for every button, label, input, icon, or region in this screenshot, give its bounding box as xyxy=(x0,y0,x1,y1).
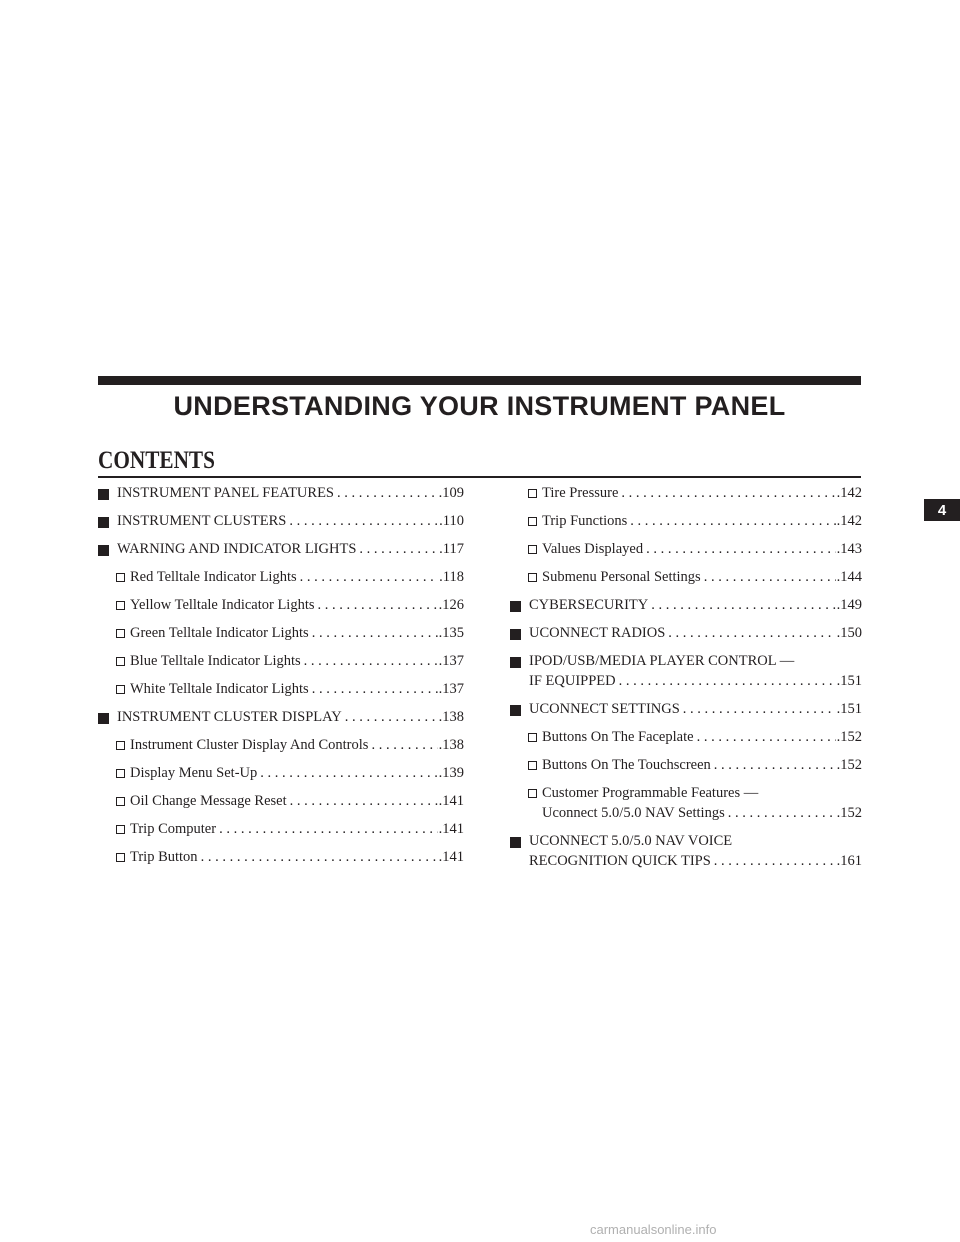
hollow-square-bullet-icon xyxy=(528,761,537,770)
hollow-square-bullet-icon xyxy=(116,825,125,834)
toc-page-number: .137 xyxy=(438,681,464,697)
dot-leader xyxy=(668,623,835,643)
toc-entry[interactable] xyxy=(510,755,862,775)
toc-entry-title: Uconnect 5.0/5.0 NAV Settings xyxy=(542,805,725,821)
contents-rule xyxy=(98,476,861,478)
toc-page-number: .151 xyxy=(836,673,862,689)
toc-entry[interactable] xyxy=(98,791,464,811)
toc-entry-title: INSTRUMENT CLUSTERS xyxy=(117,513,287,529)
toc-page-number: .118 xyxy=(439,569,464,585)
toc-page-number: .152 xyxy=(836,757,862,773)
filled-square-bullet-icon xyxy=(510,657,521,668)
toc-entry-title: Red Telltale Indicator Lights xyxy=(130,569,297,585)
toc-page-number: .151 xyxy=(836,701,862,717)
dot-leader xyxy=(337,483,438,503)
hollow-square-bullet-icon xyxy=(116,853,125,862)
toc-entry-title: Green Telltale Indicator Lights xyxy=(130,625,309,641)
dot-leader xyxy=(219,819,438,839)
toc-page-number: .109 xyxy=(438,485,464,501)
toc-entry[interactable] xyxy=(98,567,464,587)
toc-entry-title: WARNING AND INDICATOR LIGHTS xyxy=(117,541,357,557)
toc-entry-title: Customer Programmable Features — xyxy=(542,785,759,801)
toc-entry-title: UCONNECT RADIOS xyxy=(529,625,666,641)
toc-entry[interactable] xyxy=(510,623,862,643)
toc-page-number: .138 xyxy=(438,737,464,753)
dot-leader xyxy=(260,763,437,783)
chapter-tab[interactable]: 4 xyxy=(924,499,960,521)
toc-entry-title: Buttons On The Faceplate xyxy=(542,729,694,745)
toc-page-number: .135 xyxy=(438,625,464,641)
hollow-square-bullet-icon xyxy=(116,657,125,666)
toc-page-number: .117 xyxy=(439,541,464,557)
toc-entry-title: INSTRUMENT PANEL FEATURES xyxy=(117,485,334,501)
toc-entry[interactable] xyxy=(98,847,464,867)
toc-entry[interactable] xyxy=(98,651,464,671)
toc-entry[interactable] xyxy=(98,511,464,531)
toc-page-number: .141 xyxy=(438,793,464,809)
dot-leader xyxy=(289,511,438,531)
toc-page-number: .142 xyxy=(836,513,862,529)
toc-entry[interactable] xyxy=(98,623,464,643)
toc-entry[interactable] xyxy=(510,567,862,587)
toc-entry-title: Display Menu Set-Up xyxy=(130,765,258,781)
dot-leader xyxy=(619,671,836,691)
toc-entry[interactable] xyxy=(98,483,464,503)
toc-entry-title: Trip Functions xyxy=(542,513,628,529)
hollow-square-bullet-icon xyxy=(528,489,537,498)
dot-leader xyxy=(728,803,836,823)
dot-leader xyxy=(651,595,835,615)
toc-entry[interactable] xyxy=(98,819,464,839)
toc-entry[interactable] xyxy=(510,831,862,871)
toc-page-number: .126 xyxy=(438,597,464,613)
toc-entry[interactable] xyxy=(98,539,464,559)
toc-page-number: .139 xyxy=(438,765,464,781)
toc-entry-title: Buttons On The Touchscreen xyxy=(542,757,711,773)
toc-page-number: .142 xyxy=(836,485,862,501)
filled-square-bullet-icon xyxy=(98,517,109,528)
toc-entry-title: RECOGNITION QUICK TIPS xyxy=(529,853,711,869)
toc-entry-title: IPOD/USB/MEDIA PLAYER CONTROL — xyxy=(529,653,795,669)
toc-page-number: .149 xyxy=(836,597,862,613)
toc-entry[interactable] xyxy=(510,699,862,719)
filled-square-bullet-icon xyxy=(98,489,109,500)
dot-leader xyxy=(359,539,438,559)
hollow-square-bullet-icon xyxy=(116,741,125,750)
toc-entry-title: Yellow Telltale Indicator Lights xyxy=(130,597,315,613)
dot-leader xyxy=(300,567,439,587)
hollow-square-bullet-icon xyxy=(116,573,125,582)
dot-leader xyxy=(345,707,438,727)
dot-leader xyxy=(646,539,836,559)
dot-leader xyxy=(371,735,437,755)
hollow-square-bullet-icon xyxy=(116,685,125,694)
dot-leader xyxy=(714,755,836,775)
toc-page-number: .144 xyxy=(836,569,862,585)
toc-page-number: .152 xyxy=(836,729,862,745)
contents-heading: CONTENTS xyxy=(98,447,215,474)
toc-page-number: .137 xyxy=(438,653,464,669)
toc-entry[interactable] xyxy=(510,651,862,691)
dot-leader xyxy=(312,679,438,699)
toc-entry[interactable] xyxy=(510,483,862,503)
toc-entry-title: White Telltale Indicator Lights xyxy=(130,681,309,697)
dot-leader xyxy=(697,727,836,747)
dot-leader xyxy=(304,651,438,671)
filled-square-bullet-icon xyxy=(98,713,109,724)
toc-right-column xyxy=(510,483,862,879)
hollow-square-bullet-icon xyxy=(528,789,537,798)
toc-entry[interactable] xyxy=(98,707,464,727)
toc-entry[interactable] xyxy=(510,539,862,559)
toc-entry-title: UCONNECT SETTINGS xyxy=(529,701,680,717)
filled-square-bullet-icon xyxy=(510,837,521,848)
toc-entry[interactable] xyxy=(510,595,862,615)
dot-leader xyxy=(714,851,836,871)
toc-entry-title: Trip Button xyxy=(130,849,198,865)
hollow-square-bullet-icon xyxy=(528,545,537,554)
filled-square-bullet-icon xyxy=(510,629,521,640)
toc-entry[interactable] xyxy=(98,763,464,783)
toc-entry[interactable] xyxy=(510,783,862,823)
dot-leader xyxy=(704,567,836,587)
hollow-square-bullet-icon xyxy=(116,769,125,778)
dot-leader xyxy=(630,511,835,531)
toc-entry[interactable] xyxy=(98,595,464,615)
toc-entry-title: Blue Telltale Indicator Lights xyxy=(130,653,301,669)
filled-square-bullet-icon xyxy=(98,545,109,556)
toc-entry[interactable] xyxy=(510,511,862,531)
toc-page-number: .150 xyxy=(836,625,862,641)
hollow-square-bullet-icon xyxy=(116,797,125,806)
hollow-square-bullet-icon xyxy=(528,733,537,742)
toc-entry[interactable] xyxy=(98,679,464,699)
toc-entry-title: Values Displayed xyxy=(542,541,644,557)
dot-leader xyxy=(290,791,438,811)
filled-square-bullet-icon xyxy=(510,601,521,612)
hollow-square-bullet-icon xyxy=(116,601,125,610)
toc-entry-title: Tire Pressure xyxy=(542,485,619,501)
watermark: carmanualsonline.info xyxy=(590,1222,717,1237)
chapter-title: UNDERSTANDING YOUR INSTRUMENT PANEL xyxy=(173,391,786,421)
toc-page-number: .110 xyxy=(439,513,464,529)
dot-leader xyxy=(312,623,438,643)
toc-entry[interactable] xyxy=(510,727,862,747)
dot-leader xyxy=(683,699,836,719)
toc-entry[interactable] xyxy=(98,735,464,755)
toc-entry-title: Instrument Cluster Display And Controls xyxy=(130,737,369,753)
dot-leader xyxy=(621,483,835,503)
toc-page-number: .141 xyxy=(438,821,464,837)
dot-leader xyxy=(201,847,438,867)
hollow-square-bullet-icon xyxy=(528,573,537,582)
toc-page-number: .138 xyxy=(438,709,464,725)
toc-entry-title: UCONNECT 5.0/5.0 NAV VOICE xyxy=(529,833,733,849)
toc-entry-title: INSTRUMENT CLUSTER DISPLAY xyxy=(117,709,342,725)
dot-leader xyxy=(318,595,438,615)
toc-page-number: .152 xyxy=(836,805,862,821)
filled-square-bullet-icon xyxy=(510,705,521,716)
toc-page-number: .143 xyxy=(836,541,862,557)
hollow-square-bullet-icon xyxy=(528,517,537,526)
toc-left-column xyxy=(98,483,464,875)
toc-page-number: .161 xyxy=(836,853,862,869)
toc-entry-title: Oil Change Message Reset xyxy=(130,793,287,809)
toc-entry-title: Submenu Personal Settings xyxy=(542,569,701,585)
hollow-square-bullet-icon xyxy=(116,629,125,638)
toc-entry-title: CYBERSECURITY xyxy=(529,597,649,613)
toc-entry-title: IF EQUIPPED xyxy=(529,673,616,689)
chapter-title-rule xyxy=(98,376,861,385)
toc-entry-title: Trip Computer xyxy=(130,821,217,837)
toc-page-number: .141 xyxy=(438,849,464,865)
